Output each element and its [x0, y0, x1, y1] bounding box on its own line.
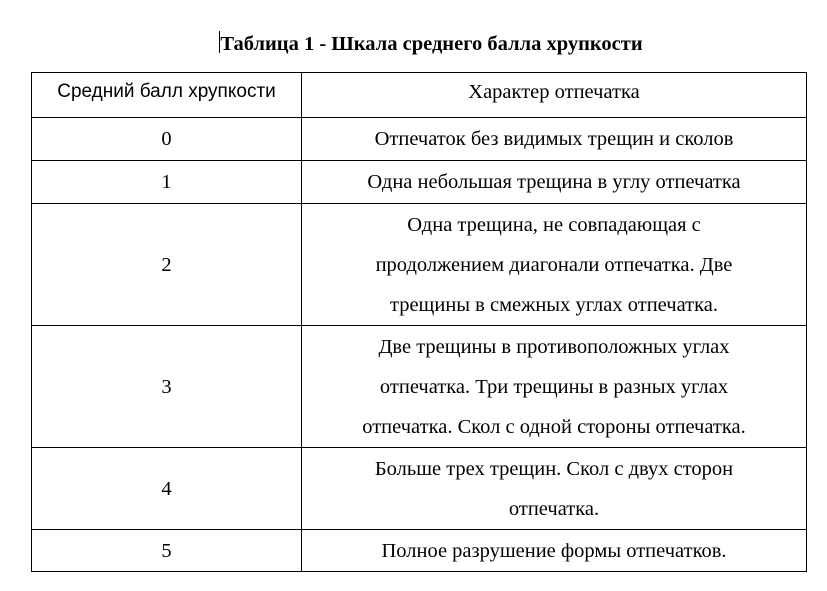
description-line: Полное разрушение формы отпечатков. [381, 539, 727, 562]
description-line: трещины в смежных углах отпечатка. [390, 293, 718, 316]
table-header-row [32, 73, 807, 118]
table-row [32, 326, 807, 448]
header-cell-description: Характер отпечатка [302, 73, 807, 118]
description-cell [302, 161, 807, 204]
score-cell: 4 [32, 448, 302, 530]
table-caption-text: Таблица 1 - Шкала среднего балла хрупкости [220, 33, 643, 55]
table-caption [0, 31, 827, 57]
description-line: Одна небольшая трещина в углу отпечатка [367, 171, 741, 193]
description-line: Отпечаток без видимых трещин и сколов [374, 128, 734, 150]
description-line: продолжением диагонали отпечатка. Две [375, 253, 733, 276]
table-row [32, 204, 807, 326]
score-cell: 3 [32, 326, 302, 448]
description-line: отпечатка. [508, 497, 600, 520]
header-cell-score: Средний балл хрупкости [32, 73, 302, 118]
description-cell [302, 204, 807, 326]
score-cell: 0 [32, 118, 302, 161]
brittleness-scale-table [31, 72, 807, 572]
description-cell [302, 118, 807, 161]
description-line: отпечатка. Три трещины в разных углах [379, 375, 729, 398]
description-cell [302, 530, 807, 572]
description-cell [302, 448, 807, 530]
table-row [32, 161, 807, 204]
description-line: Две трещины в противоположных углах [378, 335, 730, 358]
table-row [32, 448, 807, 530]
score-cell: 2 [32, 204, 302, 326]
table-row [32, 118, 807, 161]
description-line: Больше трех трещин. Скол с двух сторон [374, 457, 734, 480]
table-row [32, 530, 807, 572]
score-cell: 1 [32, 161, 302, 204]
description-line: Одна трещина, не совпадающая с [407, 213, 701, 236]
description-cell [302, 326, 807, 448]
score-cell: 5 [32, 530, 302, 572]
description-line: отпечатка. Скол с одной стороны отпечатка. [362, 415, 746, 438]
